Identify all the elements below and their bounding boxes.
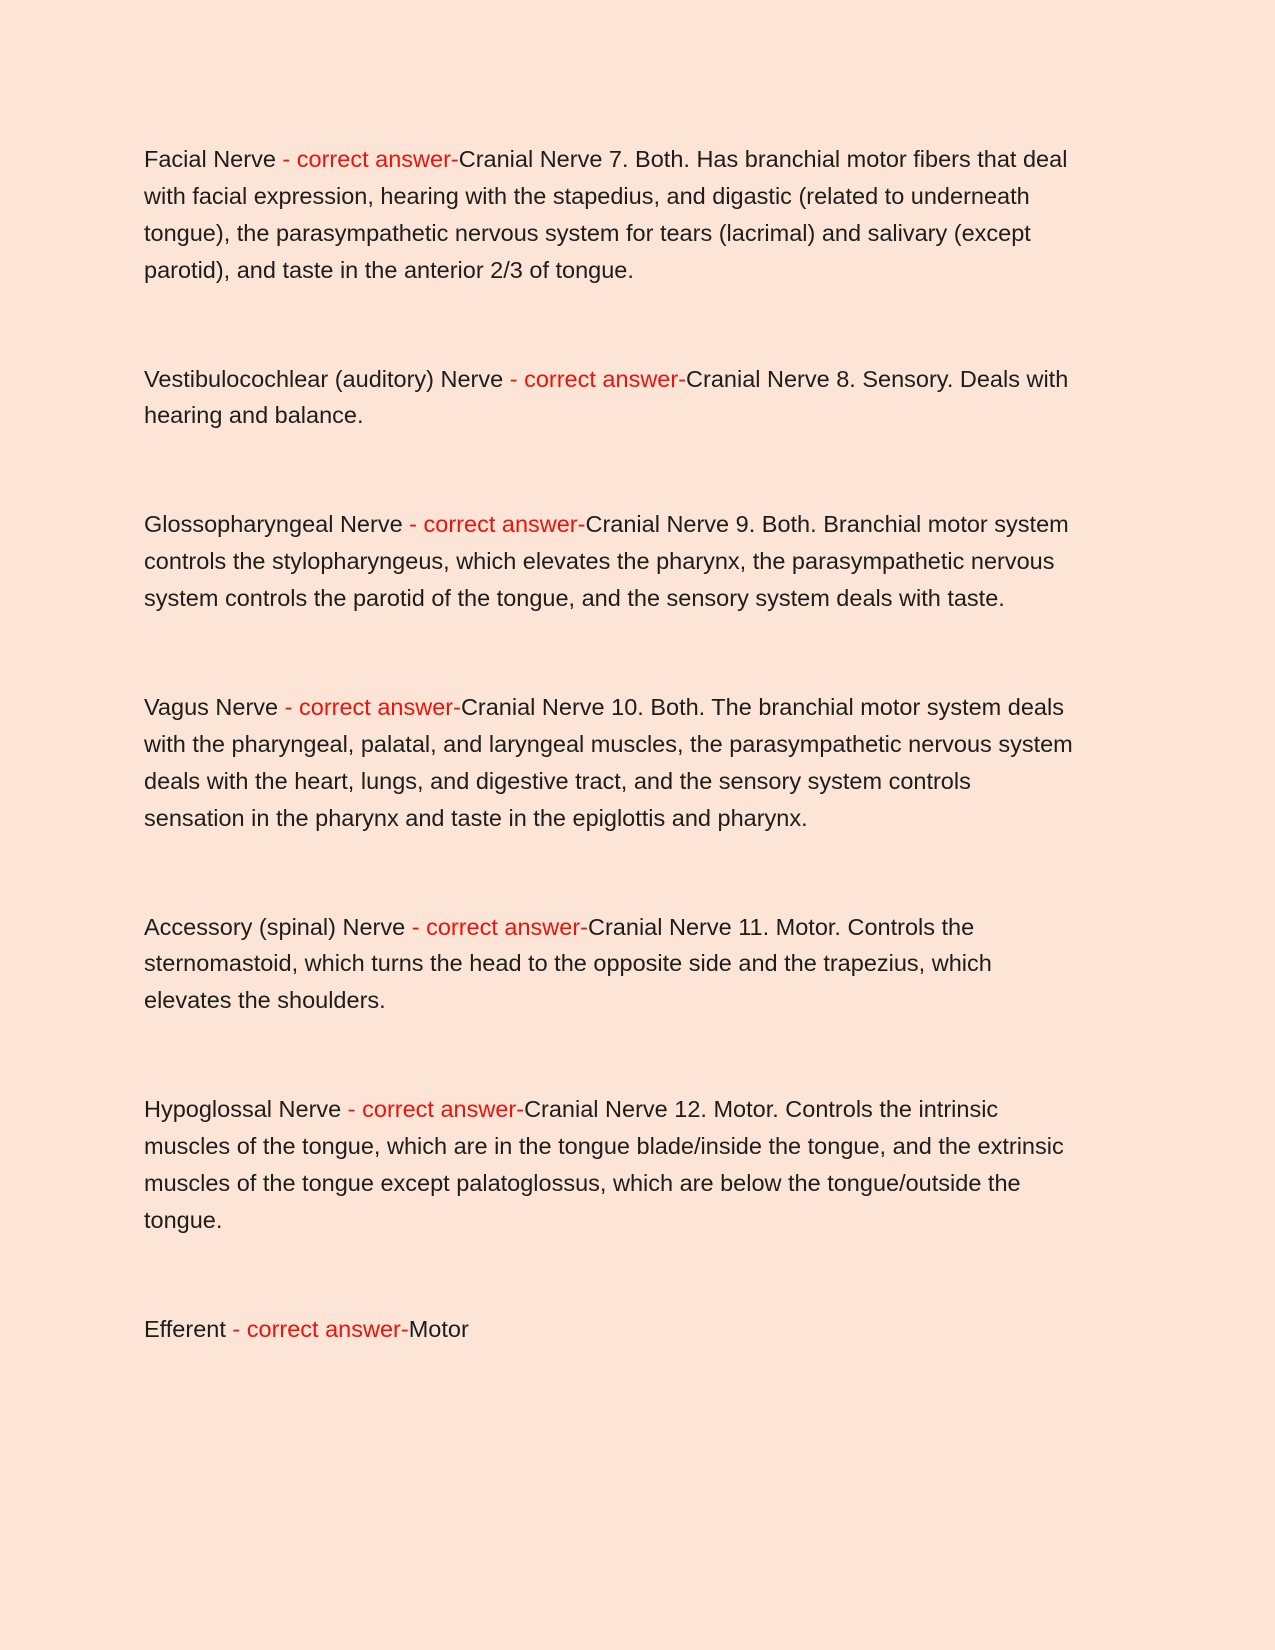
term-text: Glossopharyngeal Nerve	[144, 511, 403, 538]
answer-text: Cranial Nerve 11. Motor. Controls the sternomastoid, which turns the head to the opposite side and the trapezius, which elevates the shoulders.	[144, 913, 992, 1014]
correct-answer-marker: - correct answer-	[341, 1096, 525, 1123]
answer-text: Cranial Nerve 8. Sensory. Deals with hearing and balance.	[144, 365, 1069, 429]
flashcard-hypoglossal-nerve	[144, 1091, 1077, 1239]
answer-text: Cranial Nerve 7. Both. Has branchial motor fibers that deal with facial expression, hearing with the stapedius, and digastic (related to underneath tongue), the parasympathetic nervous system for tears (lacrimal) and salivary (except parotid), and taste in the anterior 2/3 of tongue.	[144, 146, 1068, 283]
correct-answer-marker: - correct answer-	[275, 146, 459, 172]
term-text: Facial Nerve	[144, 146, 276, 172]
term-text: Hypoglossal Nerve	[144, 1096, 342, 1123]
answer-text: Cranial Nerve 10. Both. The branchial motor system deals with the pharyngeal, palatal, and laryngeal muscles, the parasympathetic nervous system deals with the heart, lungs, and digestive tract, and the sensory system controls sensation in the pharynx and taste in the epiglottis and pharynx.	[144, 694, 1073, 831]
correct-answer-marker: - correct answer-	[225, 1315, 409, 1342]
answer-text: Cranial Nerve 12. Motor. Controls the intrinsic muscles of the tongue, which are in the tongue blade/inside the tongue, and the extrinsic muscles of the tongue except palatoglossus, which are below the tongue/outside the tongue.	[144, 1096, 1064, 1233]
flashcard-efferent	[144, 1311, 1077, 1348]
correct-answer-marker: - correct answer-	[503, 365, 687, 392]
term-text: Efferent	[144, 1315, 226, 1342]
flashcard-facial-nerve	[144, 141, 1077, 289]
answer-text: Cranial Nerve 9. Both. Branchial motor system controls the stylopharyngeus, which elevates the pharynx, the parasympathetic nervous system controls the parotid of the tongue, and the sensory system deals with taste.	[144, 511, 1069, 612]
flashcard-glossopharyngeal-nerve	[144, 506, 1077, 617]
correct-answer-marker: - correct answer-	[402, 511, 586, 538]
term-text: Accessory (spinal) Nerve	[144, 913, 406, 940]
answer-text: Motor	[408, 1315, 469, 1342]
correct-answer-marker: - correct answer-	[405, 913, 589, 940]
term-text: Vagus Nerve	[144, 694, 279, 721]
flashcard-accessory-nerve	[144, 909, 1077, 1020]
flashcard-vestibulocochlear-nerve	[144, 361, 1077, 435]
flashcard-vagus-nerve	[144, 689, 1077, 837]
correct-answer-marker: - correct answer-	[278, 694, 461, 721]
term-text: Vestibulocochlear (auditory) Nerve	[144, 365, 504, 392]
